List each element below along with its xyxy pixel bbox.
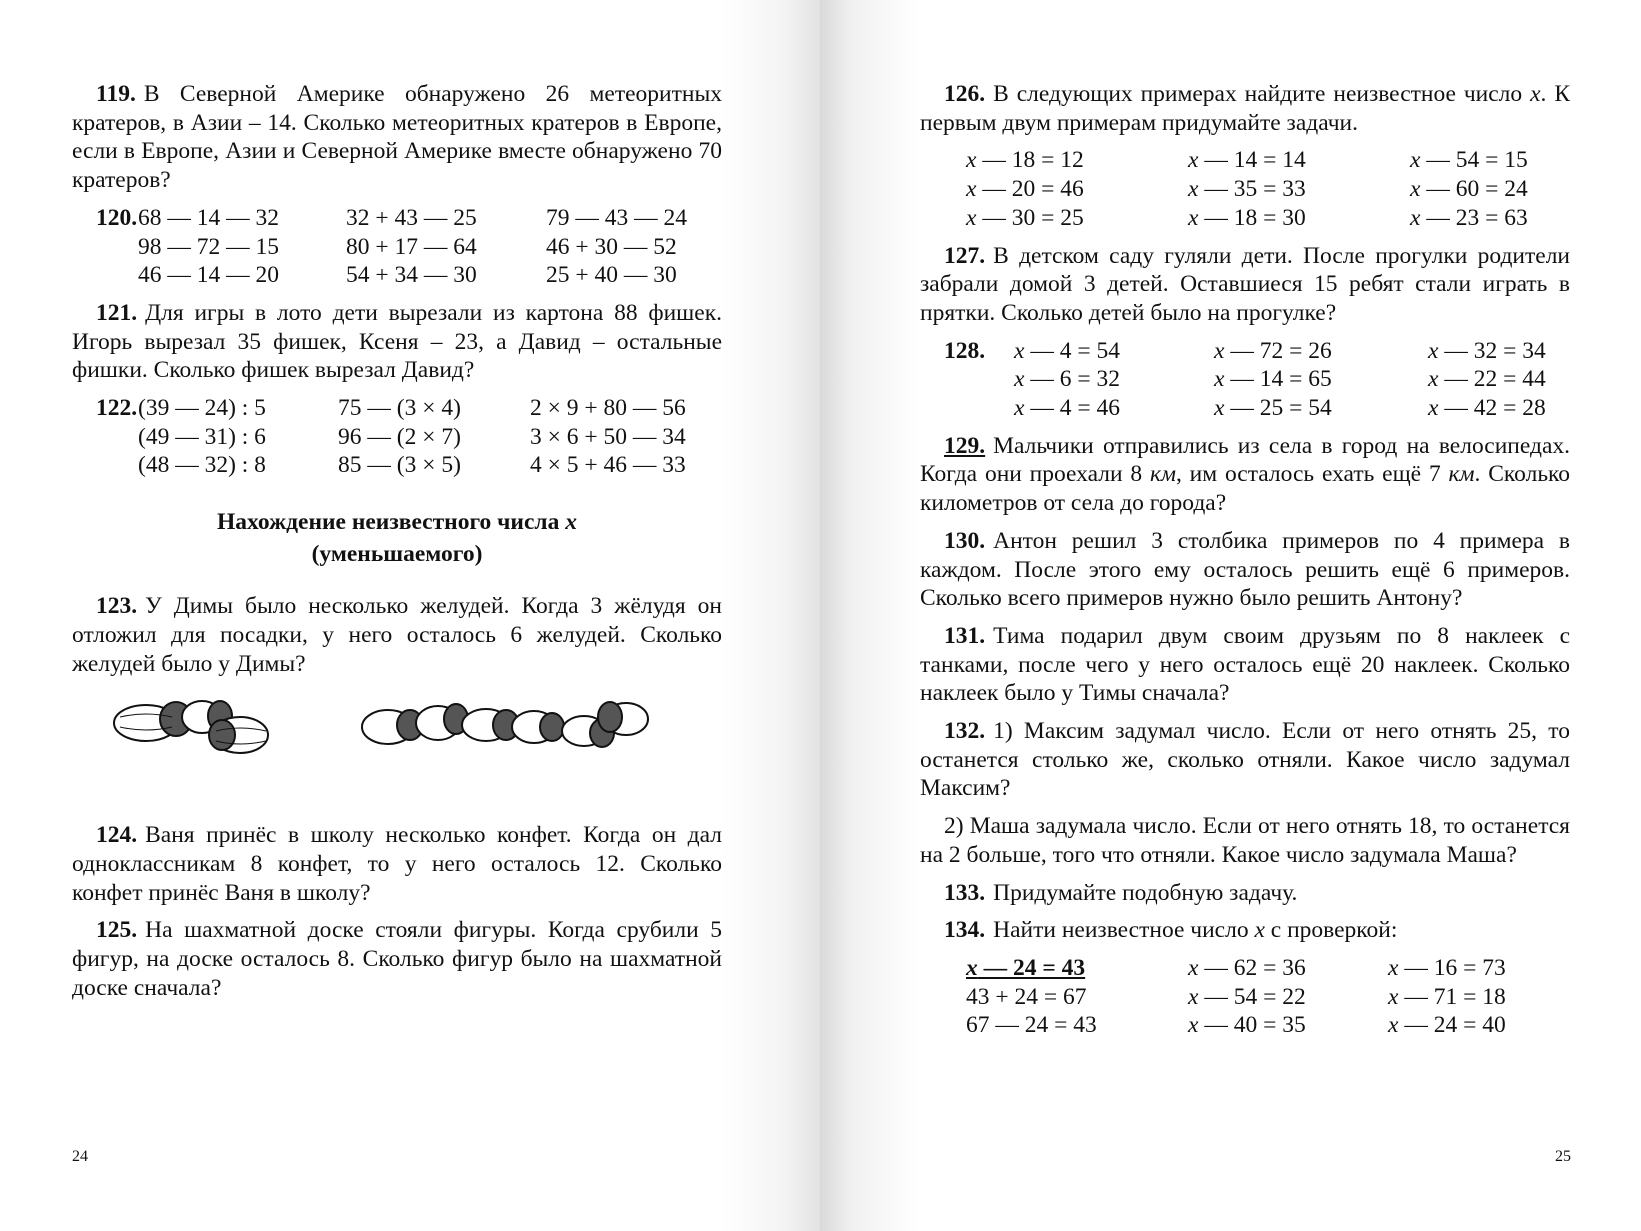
equation: x — 14 = 65 [1214, 366, 1332, 393]
equation: x — 4 = 54 [1014, 337, 1120, 364]
task-130: 130. Антон решил 3 столбика примеров по 4 примера в каждом. После этого ему осталось решить ещё 6 примеров. Сколько всего примеров нужно было решить Антону? [920, 527, 1570, 612]
equation: x — 32 = 34 [1428, 337, 1546, 364]
task-120-examples [138, 204, 722, 290]
example: (49 — 31) : 6 [138, 423, 266, 450]
equation: x — 20 = 46 [966, 176, 1084, 203]
example: 46 + 30 — 52 [546, 233, 677, 260]
page-number-left: 24 [72, 1148, 88, 1165]
example: 98 — 72 — 15 [138, 233, 279, 260]
example: (48 — 32) : 8 [138, 452, 266, 479]
equation: x — 24 = 40 [1388, 1012, 1506, 1039]
task-124: 124. Ваня принёс в школу несколько конфет. Когда он дал одноклассникам 8 конфет, то у него осталось 12. Сколько конфет принёс Ваня в школу? [72, 822, 722, 906]
example: 46 — 14 — 20 [138, 262, 279, 289]
task-127: 127. В детском саду гуляли дети. После прогулки родители забрали домой 3 детей. Оставшиеся 15 ребят стали играть в прятки. Сколько детей было на прогулке? [920, 242, 1570, 326]
task-121: 121. Для игры в лото дети вырезали из картона 88 фишек. Игорь вырезал 35 фишек, Ксеня – 23, а Давид – остальные фишки. Сколько фишек вырезал Давид? [72, 299, 722, 384]
example: 25 + 40 — 30 [546, 262, 677, 289]
example: 75 — (3 × 4) [338, 395, 461, 422]
sample-equation: x — 24 = 43 [966, 954, 1086, 981]
task-128-examples [1014, 337, 1578, 423]
equation: x — 22 = 44 [1428, 366, 1546, 393]
task-128 [920, 337, 1570, 423]
right-page [820, 0, 1641, 1231]
left-page [0, 0, 820, 1231]
right-column [920, 80, 1570, 1040]
acorns-illustration [72, 687, 722, 799]
heading-variable: x [565, 509, 577, 536]
example: 79 — 43 — 24 [546, 204, 687, 231]
equation: x — 54 = 15 [1410, 147, 1528, 174]
example: 3 × 6 + 50 — 34 [530, 423, 686, 450]
equation: x — 25 = 54 [1214, 395, 1332, 422]
equation: x — 35 = 33 [1188, 176, 1306, 203]
task-134-examples [966, 954, 1570, 1040]
task-133: 133. Придумайте подобную задачу. [944, 879, 1298, 906]
equation: x — 40 = 35 [1188, 1012, 1306, 1039]
task-134: 134. Найти неизвестное число x с проверкой: [944, 917, 1398, 944]
task-122-examples [138, 394, 722, 480]
equation: x — 72 = 26 [1214, 337, 1332, 364]
task-123: 123. У Димы было несколько желудей. Когда 3 жёлудя он отложил для посадки, у него осталось 6 желудей. Сколько желудей было у Димы? [72, 593, 722, 677]
example: 96 — (2 × 7) [338, 423, 461, 450]
equation: x — 60 = 24 [1410, 176, 1528, 203]
task-119: 119. В Северной Америке обнаружено 26 метеоритных кратеров, в Азии – 14. Сколько метеоритных кратеров в Европе, если в Европе, Азии и Северной Америке вместе обнаружено 70 кратеров? [72, 81, 722, 194]
equation: x — 62 = 36 [1188, 954, 1306, 981]
example: 4 × 5 + 46 — 33 [530, 452, 686, 479]
example: 85 — (3 × 5) [338, 452, 461, 479]
task-126: 126. В следующих примерах найдите неизвестное число x. К первым двум примерам придумайте задачи. [920, 81, 1570, 136]
example: 54 + 34 — 30 [346, 262, 477, 289]
task-125: 125. На шахматной доске стояли фигуры. Когда срубили 5 фигур, на доске осталось 8. Сколько фигур было на шахматной доске сначала? [72, 917, 722, 1001]
heading-line-1: Нахождение неизвестного числа [217, 509, 560, 536]
equation: x — 18 = 12 [966, 147, 1084, 174]
page-number-right: 25 [1555, 1148, 1571, 1165]
equation: x — 6 = 32 [1014, 366, 1120, 393]
task-132-part-1: 132. 1) Максим задумал число. Если от него отнять 25, то останется столько же, сколько отняли. Какое число задумал Максим? [920, 718, 1570, 802]
task-131: 131. Тима подарил двум своим друзьям по 8 наклеек с танками, после чего у него осталось ещё 20 наклеек. Сколько наклеек было у Тимы сначала? [920, 622, 1570, 707]
task-126-examples [966, 146, 1570, 232]
acorns-group-small [108, 687, 278, 767]
task-122 [72, 394, 722, 480]
sample-check: 67 — 24 = 43 [966, 1012, 1097, 1039]
sample-check: 43 + 24 = 67 [966, 983, 1087, 1010]
example: 32 + 43 — 25 [346, 204, 477, 231]
equation: x — 71 = 18 [1388, 983, 1506, 1010]
equation: x — 4 = 46 [1014, 395, 1120, 422]
equation: x — 54 = 22 [1188, 983, 1306, 1010]
task-122-number: 122. [96, 395, 138, 422]
equation: x — 16 = 73 [1388, 954, 1506, 981]
example: (39 — 24) : 5 [138, 395, 266, 422]
task-120-number: 120. [96, 204, 138, 231]
example: 2 × 9 + 80 — 56 [530, 395, 686, 422]
task-132-part-2: 2) Маша задумала число. Если от него отнять 18, то останется на 2 больше, того что отняли. Какое число задумала Маша? [920, 813, 1570, 868]
acorns-group-large [358, 687, 658, 767]
equation: x — 30 = 25 [966, 204, 1084, 231]
example: 68 — 14 — 32 [138, 204, 279, 231]
left-column [72, 80, 722, 1011]
task-129: 129. Мальчики отправились из села в город на велосипедах. Когда они проехали 8 км, им осталось ехать ещё 7 км. Сколько километров от села до города? [920, 432, 1571, 517]
example: 80 + 17 — 64 [346, 233, 477, 260]
task-120 [72, 204, 722, 290]
equation: x — 14 = 14 [1188, 147, 1306, 174]
equation: x — 42 = 28 [1428, 395, 1546, 422]
task-128-number: 128. [944, 337, 986, 364]
equation: x — 18 = 30 [1188, 204, 1306, 231]
equation: x — 23 = 63 [1410, 204, 1528, 231]
section-heading [72, 506, 722, 570]
heading-line-2: (уменьшаемого) [311, 541, 483, 568]
